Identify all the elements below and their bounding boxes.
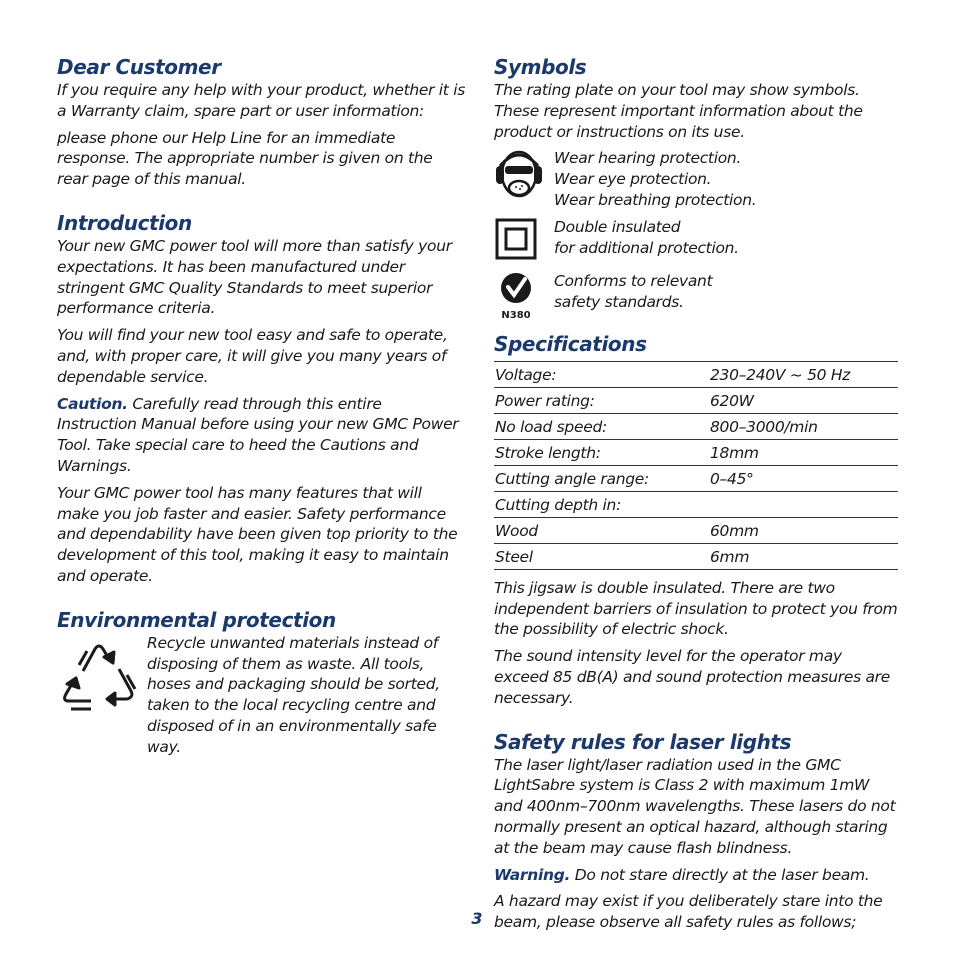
conformity-code: N380	[501, 309, 531, 321]
symbols-heading: Symbols	[494, 55, 587, 79]
spec-value: 620W	[709, 387, 898, 413]
table-row	[494, 413, 898, 439]
spec-value: 18mm	[709, 439, 898, 465]
specifications-paragraph-1: This jigsaw is double insulated. There are two independent barriers of insulation to protect you from the possibility of electric shock.	[494, 578, 898, 639]
table-row	[494, 543, 898, 569]
page-number: 3	[471, 909, 483, 928]
spec-value: 60mm	[709, 517, 898, 543]
symbol-conformity-line-2: safety standards.	[554, 292, 684, 311]
symbol-protection-line-3: Wear breathing protection.	[554, 190, 757, 209]
symbol-row-conformity	[494, 271, 898, 325]
dear-customer-paragraph-2: please phone our Help Line for an immediate response. The appropriate number is given on the rear page of this manual.	[57, 128, 433, 189]
caution-label: Caution.	[57, 394, 128, 413]
spec-key: Cutting depth in:	[494, 491, 709, 517]
symbol-protection-line-2: Wear eye protection.	[554, 170, 712, 189]
introduction-heading: Introduction	[57, 210, 192, 235]
double-insulated-icon	[494, 217, 554, 265]
introduction-paragraph-2: You will find your new tool easy and safe to operate, and, with proper care, it will give you many years of dependable service.	[57, 326, 448, 386]
table-row	[494, 491, 898, 517]
dear-customer-heading: Dear Customer	[57, 55, 221, 79]
introduction-paragraph-4: Your GMC power tool has many features that will make you job faster and easier. Safety performance and dependability have been given top priority to the development of this tool, making it easy to maintain and operate.	[57, 483, 458, 585]
symbol-double-insulated-line-2: for additional protection.	[554, 238, 739, 257]
spec-key: No load speed:	[494, 413, 709, 439]
spec-key: Steel	[494, 543, 709, 569]
table-row	[494, 387, 898, 413]
specifications-table	[494, 361, 898, 570]
warning-text: Do not stare directly at the laser beam.	[570, 865, 870, 884]
protection-head-icon	[494, 148, 554, 208]
left-column	[57, 54, 465, 764]
caution-text: Carefully read through this entire Instruction Manual before using your new GMC Power Tool. Take special care to heed the Cautions and Warnings.	[57, 394, 459, 475]
specifications-paragraph-2: The sound intensity level for the operator may exceed 85 dB(A) and sound protection measures are necessary.	[494, 647, 890, 707]
laser-paragraph-1: The laser light/laser radiation used in the GMC LightSabre system is Class 2 with maximum 1mW and 400nm–700nm wavelengths. These lasers do not normally present an optical hazard, although staring at the beam may cause flash blindness.	[494, 755, 896, 857]
spec-key: Power rating:	[494, 387, 709, 413]
spec-key: Wood	[494, 517, 709, 543]
laser-safety-heading: Safety rules for laser lights	[494, 729, 792, 754]
symbol-conformity-line-1: Conforms to relevant	[554, 271, 713, 290]
spec-value: 0–45°	[709, 465, 898, 491]
conformity-tick-icon	[494, 271, 554, 325]
right-column	[494, 54, 898, 939]
spec-value: 800–3000/min	[709, 413, 898, 439]
table-row	[494, 465, 898, 491]
environmental-block	[57, 633, 465, 764]
symbol-protection-line-1: Wear hearing protection.	[554, 149, 742, 168]
symbol-row-protection	[494, 148, 898, 210]
environmental-protection-heading: Environmental protection	[57, 607, 336, 632]
dear-customer-paragraph-1: If you require any help with your product, whether it is a Warranty claim, spare part or user information:	[57, 81, 465, 120]
spec-value: 230–240V ~ 50 Hz	[709, 361, 898, 387]
caution-paragraph	[57, 394, 465, 477]
warning-label: Warning.	[494, 865, 571, 884]
spec-key: Cutting angle range:	[494, 465, 709, 491]
warning-paragraph	[494, 865, 898, 886]
table-row	[494, 361, 898, 387]
table-row	[494, 439, 898, 465]
recycle-icon	[57, 633, 147, 764]
environmental-paragraph: Recycle unwanted materials instead of disposing of them as waste. All tools, hoses and packaging should be sorted, taken to the local recycling centre and disposed of in an environmentally safe way.	[147, 633, 440, 756]
laser-paragraph-3: A hazard may exist if you deliberately stare into the beam, please observe all safety rules as follows;	[494, 892, 883, 932]
spec-value	[709, 491, 898, 517]
spec-key: Stroke length:	[494, 439, 709, 465]
table-row	[494, 517, 898, 543]
symbols-intro: The rating plate on your tool may show symbols. These represent important information about the product or instructions on its use.	[494, 81, 863, 141]
symbol-row-double-insulated	[494, 217, 898, 265]
spec-key: Voltage:	[494, 361, 709, 387]
specifications-heading: Specifications	[494, 331, 647, 356]
spec-value: 6mm	[709, 543, 898, 569]
introduction-paragraph-1: Your new GMC power tool will more than satisfy your expectations. It has been manufactured under stringent GMC Quality Standards to meet superior performance criteria.	[57, 236, 452, 318]
symbol-double-insulated-line-1: Double insulated	[554, 217, 681, 236]
